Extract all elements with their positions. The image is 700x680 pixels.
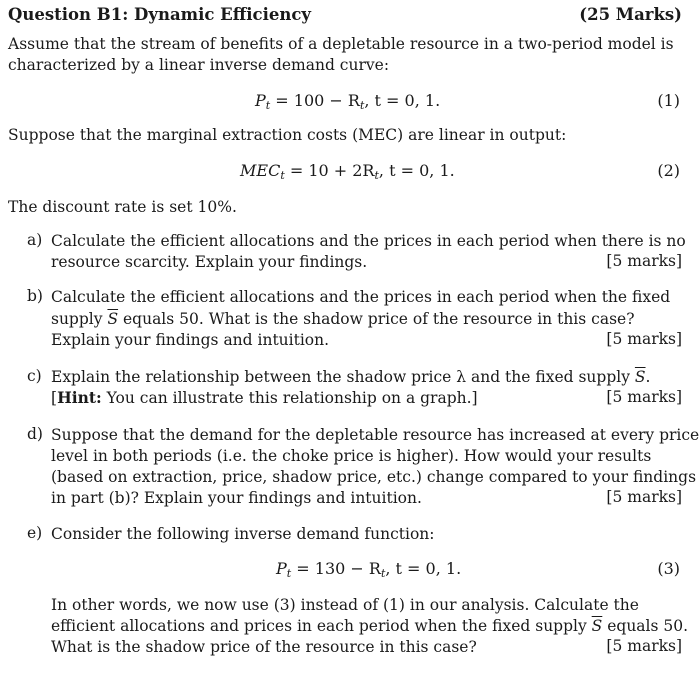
- part-b-label: b): [27, 287, 43, 305]
- equation-3-number: (3): [657, 559, 680, 578]
- part-d-line-3: (based on extraction, price, shadow price, etc.) change compared to your findings: [51, 468, 697, 486]
- part-d-label: d): [27, 425, 43, 443]
- equation-2: $MEC_t = 10 + 2R_t$, t = 0, 1.: [240, 161, 455, 182]
- part-e-para-1: In other words, we now use (3) instead of (1) in our analysis. Calculate the: [51, 596, 639, 614]
- part-b-line-3: Explain your findings and intuition.: [51, 331, 330, 349]
- part-e-line-1: Consider the following inverse demand function:: [51, 525, 435, 543]
- supply-symbol: $\overline{S}$: [634, 368, 646, 386]
- part-c-hint: [Hint: You can illustrate this relationship on a graph.]: [51, 388, 478, 407]
- part-c-label: c): [27, 367, 42, 385]
- part-d-line-2: level in both periods (i.e. the choke price is higher). How would your results: [51, 447, 652, 465]
- part-a-line-2: resource scarcity. Explain your findings.: [51, 253, 368, 271]
- equation-3: $P_t = 130 - R_t$, t = 0, 1.: [276, 559, 462, 580]
- part-a-line-1: Calculate the efficient allocations and the prices in each period when there is no: [51, 232, 686, 250]
- part-d-line-1: Suppose that the demand for the depletable resource has increased at every price: [51, 426, 700, 444]
- total-marks: (25 Marks): [579, 5, 682, 24]
- part-d-marks: [5 marks]: [606, 488, 682, 506]
- part-a-marks: [5 marks]: [606, 252, 682, 270]
- equation-1-number: (1): [657, 91, 680, 110]
- part-c-marks: [5 marks]: [606, 388, 682, 406]
- part-b-line-2: supply $\overline{S}$ equals 50. What is the shadow price of the resource in this case?: [51, 310, 635, 328]
- supply-symbol: $\overline{S}$: [591, 617, 603, 635]
- mec-intro: Suppose that the marginal extraction costs (MEC) are linear in output:: [8, 126, 567, 144]
- intro-line-1: Assume that the stream of benefits of a depletable resource in a two-period model is: [8, 35, 674, 53]
- question-title: Question B1: Dynamic Efficiency: [8, 5, 311, 24]
- part-e-label: e): [27, 524, 43, 542]
- supply-symbol: $\overline{S}$: [107, 310, 119, 328]
- part-a-label: a): [27, 231, 43, 249]
- part-e-para-2: efficient allocations and prices in each period when the fixed supply $\overline{S}$ equals 50.: [51, 617, 689, 635]
- equation-2-number: (2): [657, 161, 680, 180]
- part-b-marks: [5 marks]: [606, 330, 682, 348]
- part-d-line-4: in part (b)? Explain your findings and intuition.: [51, 489, 422, 507]
- discount-rate: The discount rate is set 10%.: [8, 198, 237, 216]
- part-e-marks: [5 marks]: [606, 637, 682, 655]
- part-b-line-1: Calculate the efficient allocations and the prices in each period when the fixed: [51, 288, 671, 306]
- part-c-line-1: Explain the relationship between the shadow price λ and the fixed supply $\overline{S}$.: [51, 368, 651, 386]
- part-e-para-3: What is the shadow price of the resource in this case?: [51, 638, 477, 656]
- intro-line-2: characterized by a linear inverse demand curve:: [8, 56, 390, 74]
- equation-1: $P_t = 100 - R_t$, t = 0, 1.: [255, 91, 441, 112]
